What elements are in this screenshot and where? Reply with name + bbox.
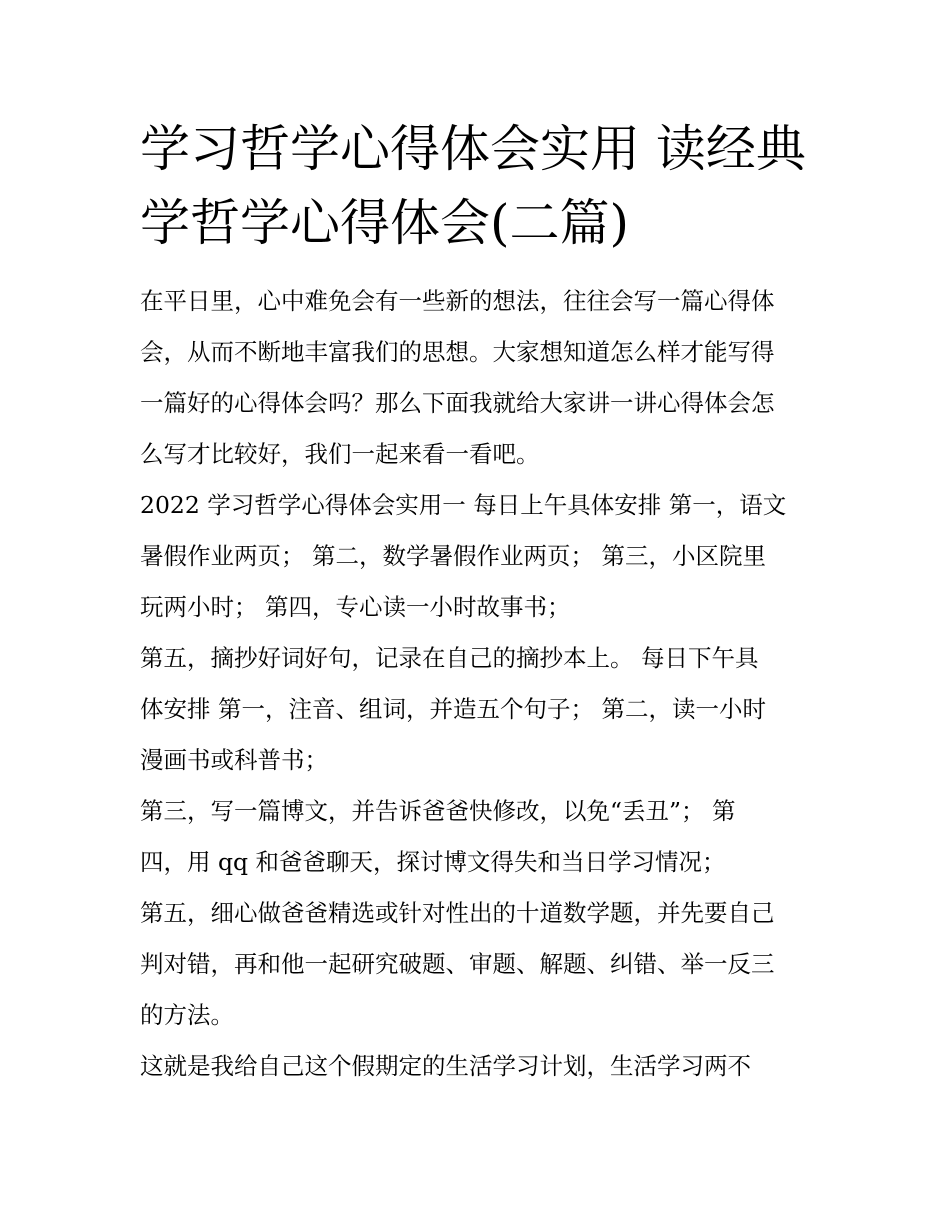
title-line-1: 学习哲学心得体会实用 读经典 xyxy=(140,120,806,178)
body-line: 2022 学习哲学心得体会实用一 每日上午具体安排 第一，语文 xyxy=(140,491,787,519)
body-line: 会，从而不断地丰富我们的思想。大家想知道怎么样才能写得 xyxy=(140,338,775,366)
body-line: 第五，摘抄好词好句，记录在自己的摘抄本上。 每日下午具 xyxy=(140,644,759,672)
body-line: 玩两小时； 第四，专心读一小时故事书； xyxy=(140,593,571,621)
body-line: 四，用 qq 和爸爸聊天，探讨博文得失和当日学习情况； xyxy=(140,848,726,876)
body-line: 第三，写一篇博文，并告诉爸爸快修改，以免“丢丑”； 第 xyxy=(140,797,736,825)
body-line: 第五，细心做爸爸精选或针对性出的十道数学题，并先要自己 xyxy=(140,899,775,927)
body-line: 体安排 第一，注音、组词，并造五个句子； 第二，读一小时 xyxy=(140,695,766,723)
body-line: 这就是我给自己这个假期定的生活学习计划，生活学习两不 xyxy=(140,1052,751,1080)
document-body xyxy=(140,276,820,1092)
body-line: 的方法。 xyxy=(140,1001,234,1029)
title-line-2: 学哲学心得体会(二篇) xyxy=(140,194,630,252)
body-line: 在平日里，心中难免会有一些新的想法，往往会写一篇心得体 xyxy=(140,287,775,315)
body-line: 漫画书或科普书； xyxy=(140,746,328,774)
body-line: 一篇好的心得体会吗？那么下面我就给大家讲一讲心得体会怎 xyxy=(140,389,775,417)
body-line: 暑假作业两页； 第二，数学暑假作业两页； 第三，小区院里 xyxy=(140,542,766,570)
body-line: 么写才比较好，我们一起来看一看吧。 xyxy=(140,440,540,468)
document-title xyxy=(140,112,820,260)
body-line: 判对错，再和他一起研究破题、审题、解题、纠错、举一反三 xyxy=(140,950,775,978)
